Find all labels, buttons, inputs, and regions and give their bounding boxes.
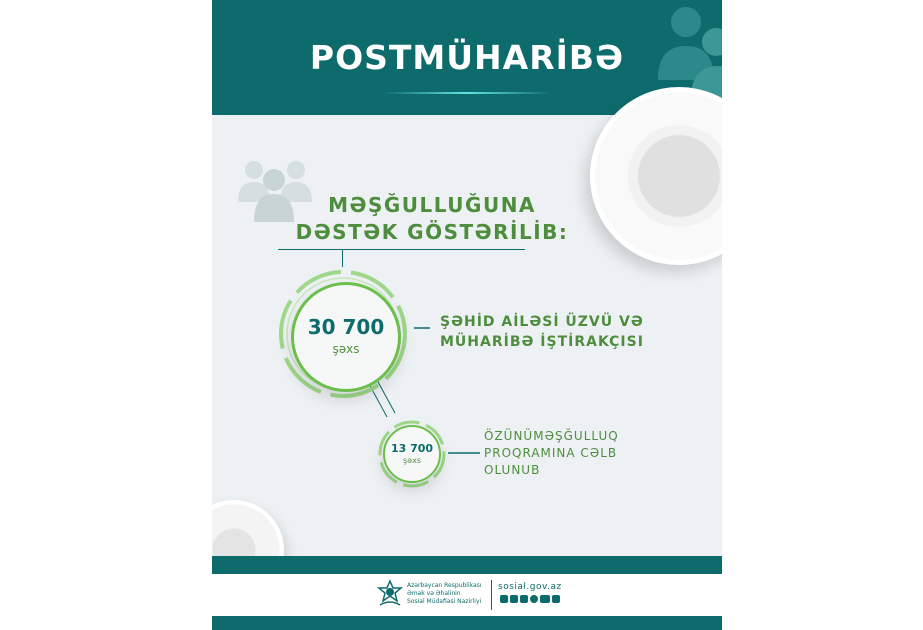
stat-value: 30 700 — [307, 315, 385, 339]
stat-circle-small — [383, 425, 441, 483]
ministry-name-line: Əmək və Əhalinin — [407, 590, 461, 597]
page-title: POSTMÜHARİBƏ — [309, 38, 625, 77]
stat-label-line: ŞƏHİD AİLƏSİ ÜZVÜ VƏ — [440, 314, 644, 330]
stat-label — [440, 312, 680, 352]
stat-unit: şəxs — [403, 456, 421, 465]
ministry-logo-icon — [376, 579, 404, 609]
stat-label-line: PROQRAMINA CƏLB — [484, 446, 618, 460]
stat-value: 13 700 — [390, 442, 434, 455]
heading-line-2: DƏSTƏK GÖSTƏRİLİB: — [295, 220, 569, 244]
footer — [212, 574, 722, 616]
heading-line-1: MƏŞĞULLUĞUNA — [328, 193, 536, 217]
youtube-icon[interactable] — [540, 595, 550, 603]
twitter-icon[interactable] — [520, 595, 528, 603]
stat-circle-large — [291, 282, 401, 392]
infographic-poster — [212, 0, 722, 630]
footer-band — [212, 616, 722, 630]
ministry-name-line: Sosial Müdafiəsi Nazirliyi — [407, 598, 482, 605]
ministry-name — [407, 582, 507, 606]
linkedin-icon[interactable] — [552, 595, 560, 603]
facebook-icon[interactable] — [500, 595, 508, 603]
stat-label-line: ÖZÜNÜMƏŞĞULLUQ — [484, 429, 619, 443]
stat-label-line: OLUNUB — [484, 463, 541, 477]
footer-divider — [491, 580, 492, 610]
stat-label-line: MÜHARİBƏ İŞTİRAKÇISI — [440, 334, 644, 350]
stat-label — [484, 428, 684, 479]
instagram-icon[interactable] — [510, 595, 518, 603]
stat-unit: şəxs — [332, 342, 360, 356]
website-link[interactable]: sosial.gov.az — [498, 582, 562, 592]
telegram-icon[interactable] — [530, 595, 538, 603]
ministry-name-line: Azərbaycan Respublikası — [407, 582, 482, 589]
bottom-band — [212, 556, 722, 574]
